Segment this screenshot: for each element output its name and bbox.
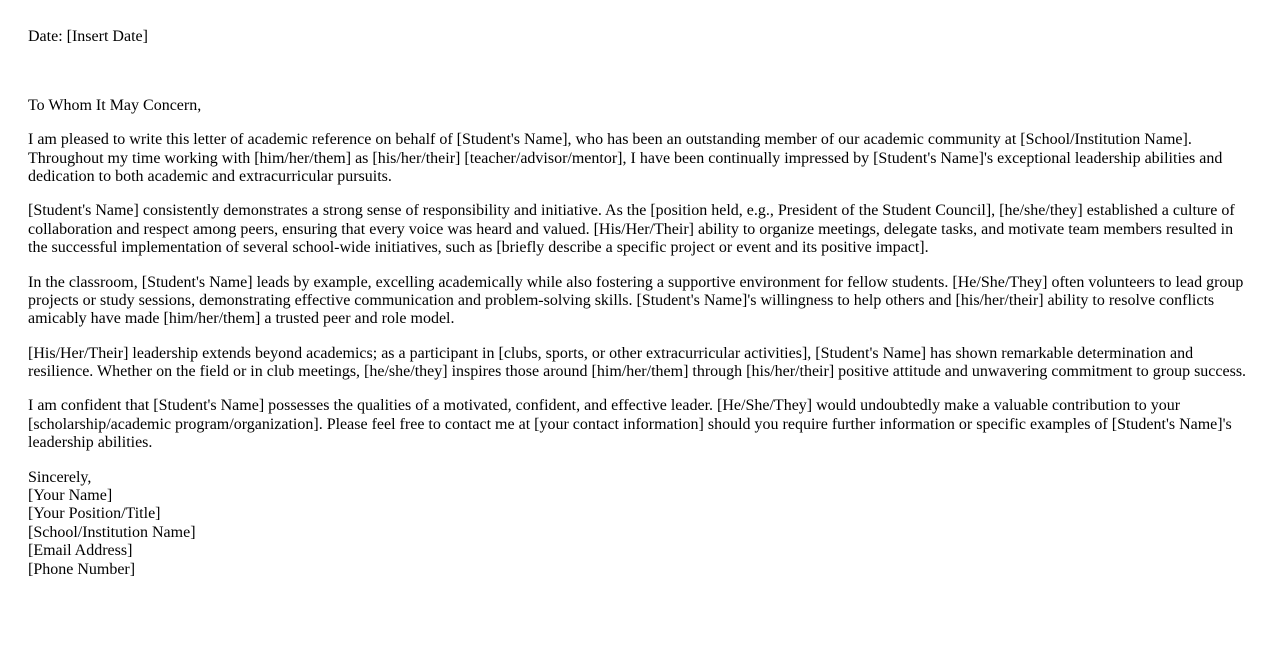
date-line: Date: [Insert Date] [28, 28, 148, 45]
salutation: To Whom It May Concern, [28, 96, 202, 114]
signature-line-phone: [Phone Number] [28, 560, 136, 578]
letter-paragraph-intro: I am pleased to write this letter of academic reference on behalf of [Student's Name], who has been an outstanding member of our academic community at [School/Institution Name]. Throughout my time working with [him/her/them] as [his/her/their] [teacher/advisor/mentor], I have been continually impressed by [Student's Name]'s exceptional leadership abilities and dedication to both academic and extracurricular pursuits. [28, 131, 1223, 185]
letter-paragraph-extracurricular: [His/Her/Their] leadership extends beyond academics; as a participant in [clubs, sports, or other extracurricular activities], [Student's Name] has shown remarkable determination and resilience. Whether on the field or in club meetings, [he/she/they] inspires those around [him/her/them] through [his/her/their] positive attitude and unwavering commitment to group success. [28, 344, 1247, 381]
signature-block [28, 469, 1250, 579]
signature-line-email: [Email Address] [28, 542, 133, 560]
signature-line-position: [Your Position/Title] [28, 505, 161, 523]
letter-paragraph-responsibility: [Student's Name] consistently demonstrates a strong sense of responsibility and initiative. As the [position held, e.g., President of the Student Council], [he/she/they] established a culture of collaboration and respect among peers, ensuring that every voice was heard and valued. [His/Her/Their] ability to organize meetings, delegate tasks, and motivate team members resulted in the successful implementation of several school-wide initiatives, such as [briefly describe a specific project or event and its positive impact]. [28, 202, 1235, 257]
blank-line [28, 62, 1250, 80]
signature-line-name: [Your Name] [28, 487, 113, 505]
letter-paragraph-classroom: In the classroom, [Student's Name] leads by example, excelling academically while also fostering a supportive environment for fellow students. [He/She/They] often volunteers to lead group projects or study sessions, demonstrating effective communication and problem-solving skills. [Student's Name]'s willingness to help others and [his/her/their] ability to resolve conflicts amicably have made [him/her/them] a trusted peer and role model. [28, 273, 1244, 328]
closing: Sincerely, [28, 468, 92, 486]
letter-paragraph-conclusion: I am confident that [Student's Name] possesses the qualities of a motivated, confident, and effective leader. [He/She/They] would undoubtedly make a valuable contribution to your [scholarship/academic program/organization]. Please feel free to contact me at [your contact information] should you require further information or specific examples of [Student's Name]'s leadership abilities. [28, 397, 1232, 452]
signature-line-school: [School/Institution Name] [28, 523, 196, 541]
